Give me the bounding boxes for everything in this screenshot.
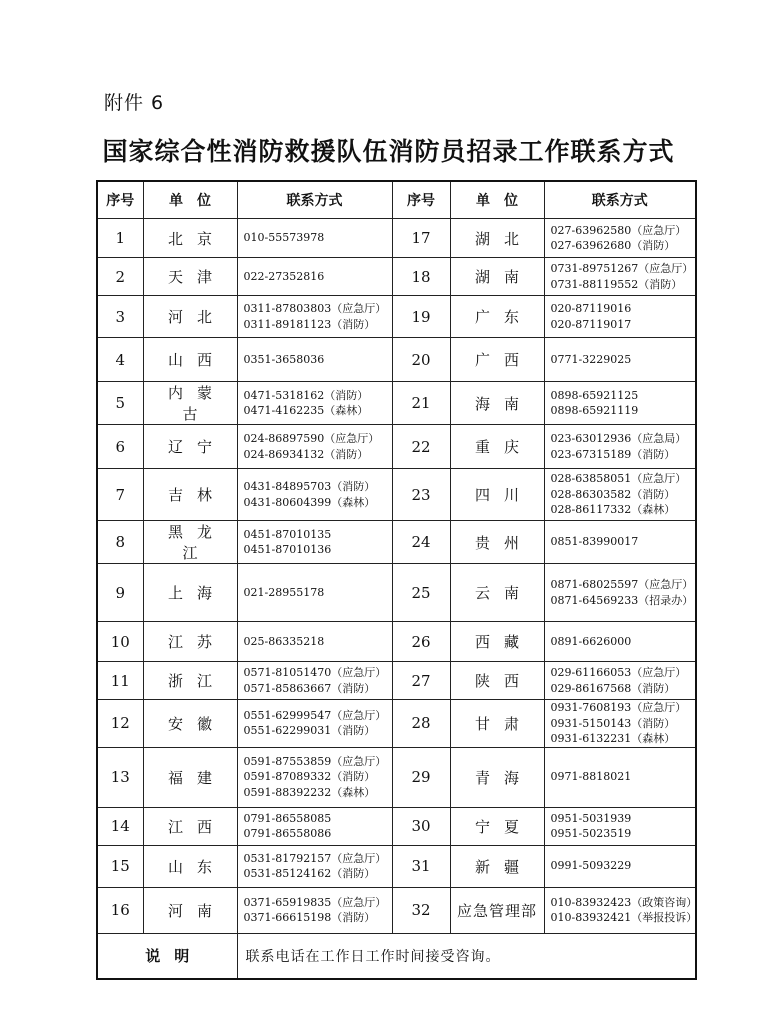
contact-cell (544, 807, 696, 845)
row-number: 28 (392, 700, 450, 748)
contacts-table (96, 180, 697, 980)
unit-name: 湖北 (450, 219, 544, 258)
phone-number: 0898-65921119 (550, 404, 639, 417)
unit-name: 上海 (143, 564, 237, 622)
contact-cell (544, 747, 696, 807)
row-number: 22 (392, 425, 450, 469)
row-number: 19 (392, 296, 450, 338)
contact-cell (544, 258, 696, 296)
phone-number: 0531-81792157（应急厅） (243, 851, 387, 865)
row-number: 30 (392, 807, 450, 845)
contact-cell (544, 382, 696, 425)
header-unit: 单 位 (143, 181, 237, 219)
contact-cell (544, 425, 696, 469)
phone-number: 0771-3229025 (550, 352, 632, 366)
contact-cell (237, 521, 392, 564)
header-unit: 单 位 (450, 181, 544, 219)
unit-name: 安徽 (143, 700, 237, 748)
unit-name: 河南 (143, 887, 237, 933)
row-number: 15 (97, 845, 143, 887)
phone-number: 0931-6132231（森林） (550, 732, 676, 745)
contact-cell (544, 521, 696, 564)
phone-number: 0451-87010135 (243, 527, 332, 541)
phone-number: 0571-81051470（应急厅） (243, 666, 387, 679)
phone-number: 029-86167568（消防） (550, 681, 676, 695)
phone-number: 028-63858051（应急厅） (550, 472, 687, 486)
phone-number: 0931-7608193（应急厅） (550, 701, 687, 714)
phone-number: 0311-89181123（消防） (243, 317, 376, 331)
phone-number: 027-63962680（消防） (550, 239, 676, 252)
unit-name: 福建 (143, 747, 237, 807)
phone-number: 0931-5150143（消防） (550, 716, 676, 730)
phone-number: 021-28955178 (243, 585, 325, 599)
row-number: 23 (392, 469, 450, 521)
unit-name: 河北 (143, 296, 237, 338)
row-number: 29 (392, 747, 450, 807)
phone-number: 0951-5023519 (550, 827, 632, 840)
contact-cell (237, 622, 392, 662)
unit-name: 陕西 (450, 662, 544, 700)
contact-cell (237, 807, 392, 845)
row-number: 31 (392, 845, 450, 887)
unit-name: 湖南 (450, 258, 544, 296)
phone-number: 0371-66615198（消防） (243, 911, 376, 924)
table-row (97, 747, 696, 807)
unit-name: 应急管理部 (450, 887, 544, 933)
phone-number: 022-27352816 (243, 269, 325, 283)
phone-number: 0351-3658036 (243, 352, 325, 366)
phone-number: 0591-87553859（应急厅） (243, 754, 387, 768)
contact-cell (237, 425, 392, 469)
row-number: 6 (97, 425, 143, 469)
row-number: 13 (97, 747, 143, 807)
row-number: 3 (97, 296, 143, 338)
contact-cell (237, 258, 392, 296)
row-number: 25 (392, 564, 450, 622)
phone-number: 0431-84895703（消防） (243, 480, 376, 493)
row-number: 16 (97, 887, 143, 933)
unit-name: 广东 (450, 296, 544, 338)
note-row (97, 933, 696, 979)
phone-number: 0531-85124162（消防） (243, 867, 376, 880)
table-row (97, 564, 696, 622)
contact-cell (544, 622, 696, 662)
row-number: 20 (392, 338, 450, 382)
table-row (97, 700, 696, 748)
unit-name: 内蒙古 (143, 382, 237, 425)
contact-cell (544, 338, 696, 382)
table-row (97, 887, 696, 933)
unit-name: 广西 (450, 338, 544, 382)
contact-cell (544, 887, 696, 933)
unit-name: 重庆 (450, 425, 544, 469)
table-row (97, 521, 696, 564)
phone-number: 020-87119016 (550, 302, 632, 315)
header-seq: 序号 (97, 181, 143, 219)
phone-number: 0851-83990017 (550, 535, 639, 549)
phone-number: 027-63962580（应急厅） (550, 223, 687, 237)
table-row (97, 622, 696, 662)
phone-number: 0971-8818021 (550, 770, 632, 784)
contact-cell (237, 382, 392, 425)
table-header-row (97, 181, 696, 219)
contact-cell (237, 845, 392, 887)
phone-number: 0311-87803803（应急厅） (243, 302, 387, 315)
phone-number: 010-55573978 (243, 231, 325, 245)
phone-number: 028-86303582（消防） (550, 487, 676, 501)
row-number: 27 (392, 662, 450, 700)
page-title: 国家综合性消防救援队伍消防员招录工作联系方式 (102, 137, 675, 166)
row-number: 9 (97, 564, 143, 622)
phone-number: 0871-64569233（招录办） (550, 593, 694, 607)
unit-name: 北京 (143, 219, 237, 258)
row-number: 11 (97, 662, 143, 700)
contact-cell (544, 700, 696, 748)
phone-number: 020-87119017 (550, 317, 632, 331)
unit-name: 辽宁 (143, 425, 237, 469)
unit-name: 江苏 (143, 622, 237, 662)
header-seq: 序号 (392, 181, 450, 219)
phone-number: 0451-87010136 (243, 543, 332, 556)
row-number: 14 (97, 807, 143, 845)
unit-name: 山东 (143, 845, 237, 887)
table-row (97, 425, 696, 469)
contact-cell (237, 219, 392, 258)
contact-cell (237, 662, 392, 700)
table-row (97, 662, 696, 700)
row-number: 8 (97, 521, 143, 564)
unit-name: 青海 (450, 747, 544, 807)
table-row (97, 845, 696, 887)
row-number: 12 (97, 700, 143, 748)
header-contact: 联系方式 (237, 181, 392, 219)
row-number: 17 (392, 219, 450, 258)
contact-cell (544, 219, 696, 258)
table-row (97, 469, 696, 521)
row-number: 4 (97, 338, 143, 382)
contact-cell (544, 845, 696, 887)
phone-number: 0731-89751267（应急厅） (550, 262, 694, 275)
phone-number: 0951-5031939 (550, 811, 632, 825)
contact-cell (237, 700, 392, 748)
contact-cell (237, 747, 392, 807)
phone-number: 0871-68025597（应急厅） (550, 578, 694, 591)
phone-number: 0898-65921125 (550, 388, 639, 402)
row-number: 32 (392, 887, 450, 933)
phone-number: 0471-4162235（森林） (243, 404, 369, 417)
table-row (97, 807, 696, 845)
table-row (97, 258, 696, 296)
unit-name: 江西 (143, 807, 237, 845)
phone-number: 025-86335218 (243, 634, 325, 648)
phone-number: 028-86117332（森林） (550, 503, 676, 517)
table-row (97, 296, 696, 338)
unit-name: 云南 (450, 564, 544, 622)
unit-name: 黑龙江 (143, 521, 237, 564)
note-text: 联系电话在工作日工作时间接受咨询。 (237, 933, 696, 979)
contact-cell (544, 469, 696, 521)
table-row (97, 338, 696, 382)
row-number: 18 (392, 258, 450, 296)
unit-name: 西藏 (450, 622, 544, 662)
contact-cell (237, 469, 392, 521)
row-number: 7 (97, 469, 143, 521)
phone-number: 023-63012936（应急局） (550, 432, 687, 445)
contact-cell (544, 662, 696, 700)
phone-number: 024-86897590（应急厅） (243, 432, 380, 445)
phone-number: 010-83932423（政策咨询） (550, 895, 698, 909)
row-number: 26 (392, 622, 450, 662)
phone-number: 0471-5318162（消防） (243, 388, 369, 402)
unit-name: 宁夏 (450, 807, 544, 845)
note-label: 说明 (97, 933, 237, 979)
row-number: 21 (392, 382, 450, 425)
unit-name: 新疆 (450, 845, 544, 887)
phone-number: 0431-80604399（森林） (243, 495, 376, 509)
phone-number: 0991-5093229 (550, 859, 632, 873)
phone-number: 010-83932421（举报投诉） (550, 911, 698, 924)
unit-name: 天津 (143, 258, 237, 296)
row-number: 24 (392, 521, 450, 564)
unit-name: 四川 (450, 469, 544, 521)
unit-name: 甘肃 (450, 700, 544, 748)
phone-number: 0791-86558086 (243, 827, 332, 840)
contact-cell (237, 338, 392, 382)
header-contact: 联系方式 (544, 181, 696, 219)
unit-name: 贵州 (450, 521, 544, 564)
contact-cell (237, 296, 392, 338)
contact-cell (544, 564, 696, 622)
unit-name: 吉林 (143, 469, 237, 521)
row-number: 1 (97, 219, 143, 258)
unit-name: 海南 (450, 382, 544, 425)
contact-cell (237, 887, 392, 933)
table-row (97, 219, 696, 258)
phone-number: 0731-88119552（消防） (550, 277, 683, 291)
unit-name: 山西 (143, 338, 237, 382)
phone-number: 029-61166053（应急厅） (550, 666, 687, 679)
phone-number: 0591-87089332（消防） (243, 770, 376, 784)
phone-number: 0551-62299031（消防） (243, 724, 376, 738)
phone-number: 0591-88392232（森林） (243, 785, 376, 799)
phone-number: 0371-65919835（应急厅） (243, 895, 387, 909)
attachment-label: 附件 6 (104, 92, 165, 114)
contact-cell (544, 296, 696, 338)
phone-number: 0571-85863667（消防） (243, 681, 376, 695)
row-number: 5 (97, 382, 143, 425)
row-number: 10 (97, 622, 143, 662)
contact-cell (237, 564, 392, 622)
phone-number: 023-67315189（消防） (550, 447, 676, 461)
phone-number: 0791-86558085 (243, 811, 332, 825)
phone-number: 024-86934132（消防） (243, 447, 369, 461)
phone-number: 0891-6626000 (550, 634, 632, 648)
phone-number: 0551-62999547（应急厅） (243, 708, 387, 722)
unit-name: 浙江 (143, 662, 237, 700)
row-number: 2 (97, 258, 143, 296)
table-row (97, 382, 696, 425)
